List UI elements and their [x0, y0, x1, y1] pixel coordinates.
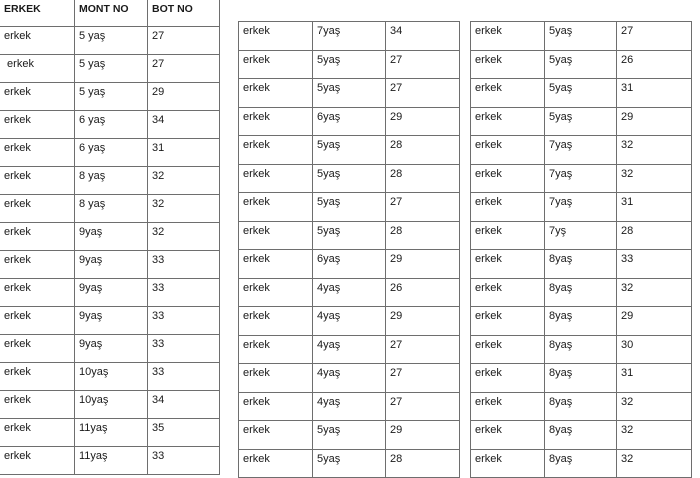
- mont-no-cell: 5yaş: [313, 79, 386, 108]
- gender-cell: erkek: [471, 278, 545, 307]
- mont-no-cell: 4yaş: [313, 335, 386, 364]
- bot-no-cell: 35: [148, 419, 220, 447]
- bot-no-cell: 28: [386, 449, 460, 478]
- gender-cell: erkek: [0, 251, 75, 279]
- table-row: [0, 55, 220, 83]
- mont-no-cell: 5yaş: [313, 193, 386, 222]
- mont-no-cell: 8yaş: [545, 278, 617, 307]
- table-row: [471, 193, 692, 222]
- table-row: [471, 449, 692, 478]
- bot-no-cell: 27: [386, 364, 460, 393]
- bot-no-cell: 31: [148, 139, 220, 167]
- table-row: [471, 50, 692, 79]
- table-row: [0, 27, 220, 55]
- mont-no-header: MONT NO: [75, 0, 148, 27]
- gender-cell: erkek: [239, 307, 313, 336]
- table-row: [471, 307, 692, 336]
- gender-cell: erkek: [471, 193, 545, 222]
- gender-cell: erkek: [239, 364, 313, 393]
- gender-cell: erkek: [239, 164, 313, 193]
- gender-cell: erkek: [471, 392, 545, 421]
- bot-no-cell: 32: [617, 164, 692, 193]
- gender-cell: erkek: [0, 167, 75, 195]
- bot-no-cell: 27: [386, 193, 460, 222]
- mont-no-cell: 7yaş: [313, 22, 386, 51]
- gender-cell: erkek: [239, 278, 313, 307]
- mont-no-cell: 10yaş: [75, 363, 148, 391]
- mont-no-cell: 8yaş: [545, 307, 617, 336]
- mont-no-cell: 6yaş: [313, 250, 386, 279]
- bot-no-cell: 26: [386, 278, 460, 307]
- gender-cell: erkek: [0, 307, 75, 335]
- gender-cell: erkek: [471, 421, 545, 450]
- mont-no-cell: 8yaş: [545, 364, 617, 393]
- bot-no-cell: 27: [617, 22, 692, 51]
- bot-no-cell: 32: [148, 195, 220, 223]
- bot-no-cell: 33: [148, 251, 220, 279]
- mont-no-cell: 5yaş: [313, 449, 386, 478]
- gender-cell: erkek: [471, 250, 545, 279]
- table-row: [471, 335, 692, 364]
- bot-no-cell: 27: [148, 27, 220, 55]
- mont-no-cell: 7yaş: [545, 164, 617, 193]
- mont-no-cell: 4yaş: [313, 392, 386, 421]
- gender-cell: erkek: [239, 449, 313, 478]
- gender-cell: erkek: [239, 107, 313, 136]
- table-row: [471, 278, 692, 307]
- table-row: [239, 421, 460, 450]
- gender-cell: erkek: [0, 27, 75, 55]
- bot-no-cell: 32: [148, 223, 220, 251]
- table-row: [239, 335, 460, 364]
- bot-no-cell: 32: [617, 278, 692, 307]
- gender-cell: erkek: [239, 136, 313, 165]
- mont-no-cell: 4yaş: [313, 278, 386, 307]
- gender-cell: erkek: [471, 107, 545, 136]
- mont-no-cell: 6 yaş: [75, 139, 148, 167]
- mont-no-cell: 9yaş: [75, 223, 148, 251]
- mont-no-cell: 6yaş: [313, 107, 386, 136]
- mont-no-cell: 11yaş: [75, 419, 148, 447]
- table-row: [0, 139, 220, 167]
- table-row: [239, 79, 460, 108]
- bot-no-cell: 28: [386, 164, 460, 193]
- table-row: [239, 278, 460, 307]
- gender-cell: erkek: [239, 22, 313, 51]
- table-row: [471, 107, 692, 136]
- table-row: [0, 83, 220, 111]
- table-row: [239, 50, 460, 79]
- table-row: [239, 392, 460, 421]
- bot-no-cell: 29: [386, 250, 460, 279]
- table-row: [239, 250, 460, 279]
- mont-no-cell: 5yaş: [545, 79, 617, 108]
- mont-no-cell: 10yaş: [75, 391, 148, 419]
- bot-no-cell: 29: [386, 107, 460, 136]
- bot-no-cell: 32: [617, 449, 692, 478]
- table-row: [0, 111, 220, 139]
- gender-cell: erkek: [239, 421, 313, 450]
- mont-no-cell: 9yaş: [75, 335, 148, 363]
- table-row: [239, 22, 460, 51]
- bot-no-cell: 33: [148, 447, 220, 475]
- gender-cell: erkek: [0, 83, 75, 111]
- gender-cell: erkek: [0, 447, 75, 475]
- gender-cell: erkek: [239, 250, 313, 279]
- size-table-3: [470, 21, 692, 478]
- gender-cell: erkek: [471, 136, 545, 165]
- gender-cell: erkek: [0, 335, 75, 363]
- gender-cell: erkek: [239, 193, 313, 222]
- mont-no-cell: 5 yaş: [75, 83, 148, 111]
- gender-cell: erkek: [239, 221, 313, 250]
- gender-cell: erkek: [239, 335, 313, 364]
- gender-cell: erkek: [0, 139, 75, 167]
- mont-no-cell: 8yaş: [545, 335, 617, 364]
- mont-no-cell: 7yaş: [545, 136, 617, 165]
- mont-no-cell: 5yaş: [545, 22, 617, 51]
- table-header-row: [0, 0, 220, 27]
- table-row: [0, 447, 220, 475]
- mont-no-cell: 5yaş: [313, 221, 386, 250]
- gender-cell: erkek: [471, 449, 545, 478]
- table-row: [239, 449, 460, 478]
- bot-no-cell: 30: [617, 335, 692, 364]
- bot-no-cell: 27: [386, 79, 460, 108]
- mont-no-cell: 5 yaş: [75, 27, 148, 55]
- bot-no-cell: 32: [617, 136, 692, 165]
- gender-cell: erkek: [0, 419, 75, 447]
- mont-no-cell: 4yaş: [313, 307, 386, 336]
- table-row: [0, 279, 220, 307]
- mont-no-cell: 5 yaş: [75, 55, 148, 83]
- mont-no-cell: 5yaş: [313, 136, 386, 165]
- bot-no-cell: 27: [386, 50, 460, 79]
- table-row: [0, 251, 220, 279]
- mont-no-cell: 8 yaş: [75, 195, 148, 223]
- table-row: [0, 391, 220, 419]
- table-row: [471, 421, 692, 450]
- size-table-1: [0, 0, 220, 475]
- mont-no-cell: 7yş: [545, 221, 617, 250]
- gender-cell: erkek: [471, 364, 545, 393]
- bot-no-cell: 27: [148, 55, 220, 83]
- table-row: [239, 193, 460, 222]
- table-row: [0, 307, 220, 335]
- gender-cell: erkek: [471, 221, 545, 250]
- table-row: [471, 136, 692, 165]
- mont-no-cell: 7yaş: [545, 193, 617, 222]
- table-row: [0, 223, 220, 251]
- mont-no-cell: 8 yaş: [75, 167, 148, 195]
- table-row: [0, 335, 220, 363]
- gender-cell: erkek: [471, 335, 545, 364]
- table-row: [239, 107, 460, 136]
- table-row: [239, 136, 460, 165]
- mont-no-cell: 9yaş: [75, 307, 148, 335]
- bot-no-cell: 32: [148, 167, 220, 195]
- bot-no-cell: 34: [148, 111, 220, 139]
- mont-no-cell: 4yaş: [313, 364, 386, 393]
- bot-no-cell: 29: [386, 307, 460, 336]
- bot-no-cell: 33: [148, 279, 220, 307]
- table-row: [0, 419, 220, 447]
- table-row: [239, 364, 460, 393]
- gender-header: ERKEK: [0, 0, 75, 27]
- gender-cell: erkek: [239, 50, 313, 79]
- bot-no-cell: 31: [617, 79, 692, 108]
- gender-cell: erkek: [239, 79, 313, 108]
- table-row: [471, 221, 692, 250]
- bot-no-cell: 28: [386, 136, 460, 165]
- mont-no-cell: 5yaş: [313, 50, 386, 79]
- bot-no-header: BOT NO: [148, 0, 220, 27]
- bot-no-cell: 33: [148, 363, 220, 391]
- gender-cell: erkek: [471, 22, 545, 51]
- bot-no-cell: 33: [617, 250, 692, 279]
- gender-cell: erkek: [0, 111, 75, 139]
- table-row: [471, 392, 692, 421]
- bot-no-cell: 33: [148, 307, 220, 335]
- bot-no-cell: 31: [617, 364, 692, 393]
- mont-no-cell: 8yaş: [545, 449, 617, 478]
- mont-no-cell: 9yaş: [75, 251, 148, 279]
- gender-cell: erkek: [0, 391, 75, 419]
- table-row: [471, 22, 692, 51]
- gender-cell: erkek: [239, 392, 313, 421]
- gender-cell: erkek: [0, 55, 75, 83]
- bot-no-cell: 29: [386, 421, 460, 450]
- bot-no-cell: 29: [617, 107, 692, 136]
- table-row: [239, 221, 460, 250]
- bot-no-cell: 33: [148, 335, 220, 363]
- mont-no-cell: 5yaş: [545, 107, 617, 136]
- mont-no-cell: 8yaş: [545, 421, 617, 450]
- gender-cell: erkek: [471, 50, 545, 79]
- gender-cell: erkek: [0, 363, 75, 391]
- table-row: [0, 195, 220, 223]
- gender-cell: erkek: [471, 79, 545, 108]
- table-row: [0, 167, 220, 195]
- bot-no-cell: 31: [617, 193, 692, 222]
- bot-no-cell: 29: [148, 83, 220, 111]
- table-row: [239, 307, 460, 336]
- bot-no-cell: 27: [386, 392, 460, 421]
- gender-cell: erkek: [471, 164, 545, 193]
- bot-no-cell: 29: [617, 307, 692, 336]
- table-row: [471, 79, 692, 108]
- gender-cell: erkek: [0, 223, 75, 251]
- mont-no-cell: 5yaş: [313, 421, 386, 450]
- bot-no-cell: 28: [617, 221, 692, 250]
- gender-cell: erkek: [471, 307, 545, 336]
- size-table-2: [238, 21, 460, 478]
- bot-no-cell: 26: [617, 50, 692, 79]
- mont-no-cell: 6 yaş: [75, 111, 148, 139]
- table-row: [0, 363, 220, 391]
- bot-no-cell: 27: [386, 335, 460, 364]
- table-row: [471, 164, 692, 193]
- bot-no-cell: 34: [148, 391, 220, 419]
- mont-no-cell: 5yaş: [545, 50, 617, 79]
- gender-cell: erkek: [0, 195, 75, 223]
- bot-no-cell: 34: [386, 22, 460, 51]
- table-row: [471, 250, 692, 279]
- table-row: [239, 164, 460, 193]
- gender-cell: erkek: [0, 279, 75, 307]
- mont-no-cell: 5yaş: [313, 164, 386, 193]
- bot-no-cell: 28: [386, 221, 460, 250]
- mont-no-cell: 9yaş: [75, 279, 148, 307]
- table-row: [471, 364, 692, 393]
- mont-no-cell: 11yaş: [75, 447, 148, 475]
- mont-no-cell: 8yaş: [545, 250, 617, 279]
- bot-no-cell: 32: [617, 392, 692, 421]
- bot-no-cell: 32: [617, 421, 692, 450]
- mont-no-cell: 8yaş: [545, 392, 617, 421]
